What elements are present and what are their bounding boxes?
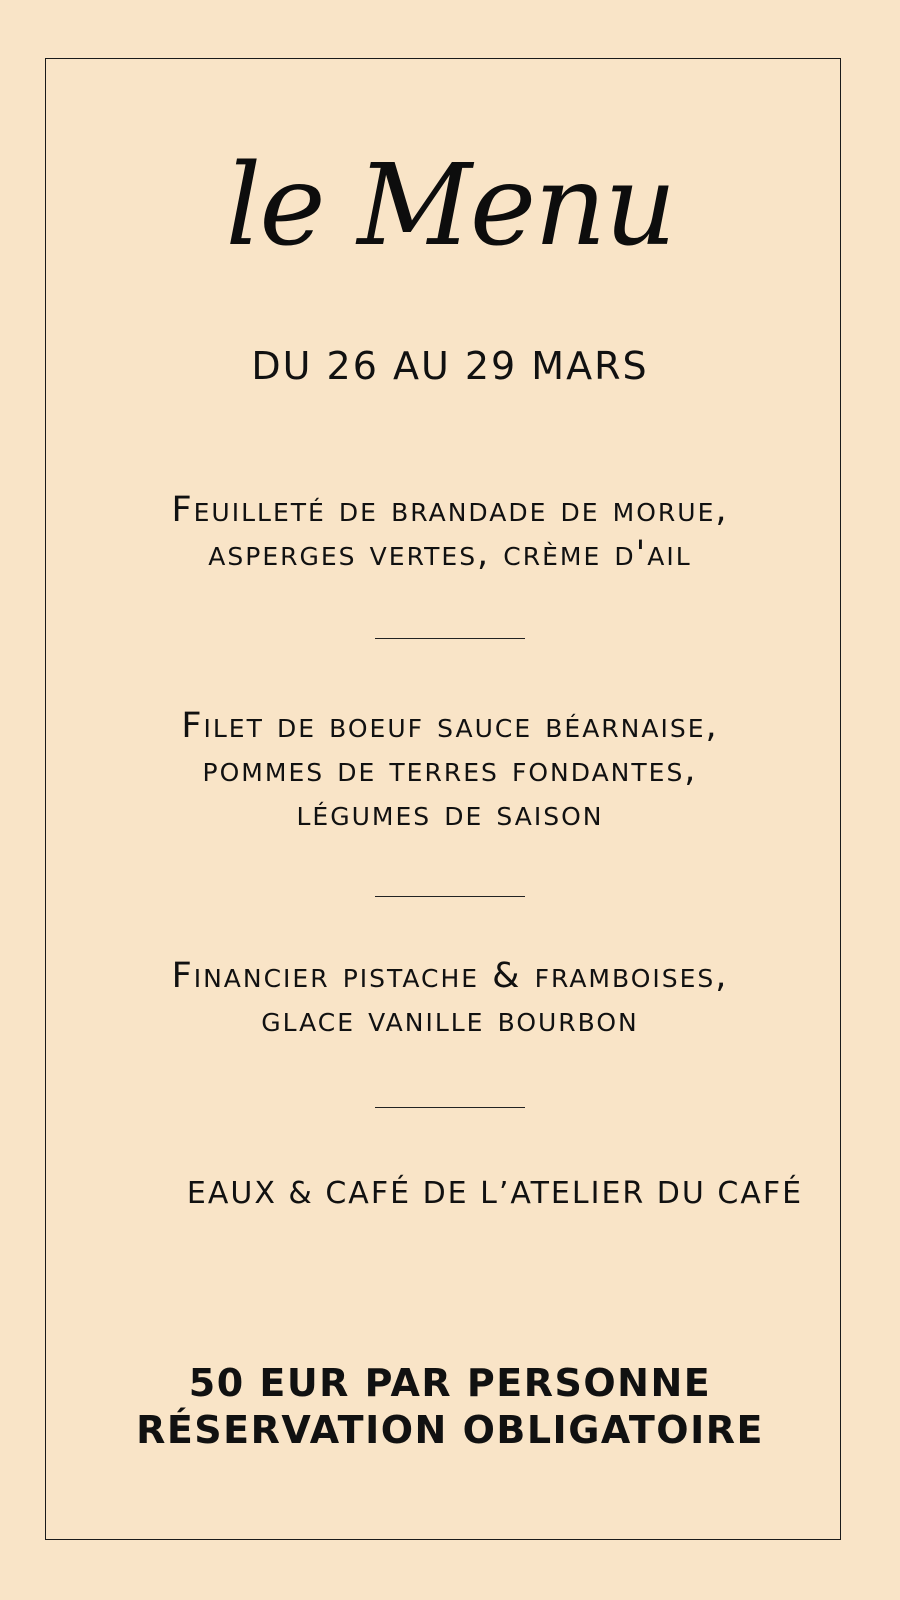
course-line: asperges vertes, crème d'ail xyxy=(208,534,692,574)
course-line: Financier pistache & framboises, xyxy=(171,956,729,996)
menu-title: le Menu xyxy=(225,141,675,271)
course-starter xyxy=(0,488,900,576)
course-dessert xyxy=(0,954,900,1042)
drinks-line: EAUX & CAFÉ DE L’ATELIER DU CAFÉ xyxy=(186,1176,804,1211)
course-line: pommes de terres fondantes, xyxy=(202,750,698,790)
section-divider xyxy=(375,1107,525,1108)
course-line: légumes de saison xyxy=(296,794,604,834)
price-text: 50 EUR PAR PERSONNE xyxy=(188,1361,712,1405)
course-line: Filet de boeuf sauce béarnaise, xyxy=(181,706,719,746)
course-main xyxy=(0,704,900,836)
menu-dates: DU 26 AU 29 MARS xyxy=(251,344,649,388)
course-line: glace vanille bourbon xyxy=(261,1000,639,1040)
reservation-text: RÉSERVATION OBLIGATOIRE xyxy=(136,1408,764,1452)
section-divider xyxy=(375,638,525,639)
section-divider xyxy=(375,896,525,897)
course-line: Feuilleté de brandade de morue, xyxy=(171,490,729,530)
footer-info xyxy=(0,1360,900,1454)
